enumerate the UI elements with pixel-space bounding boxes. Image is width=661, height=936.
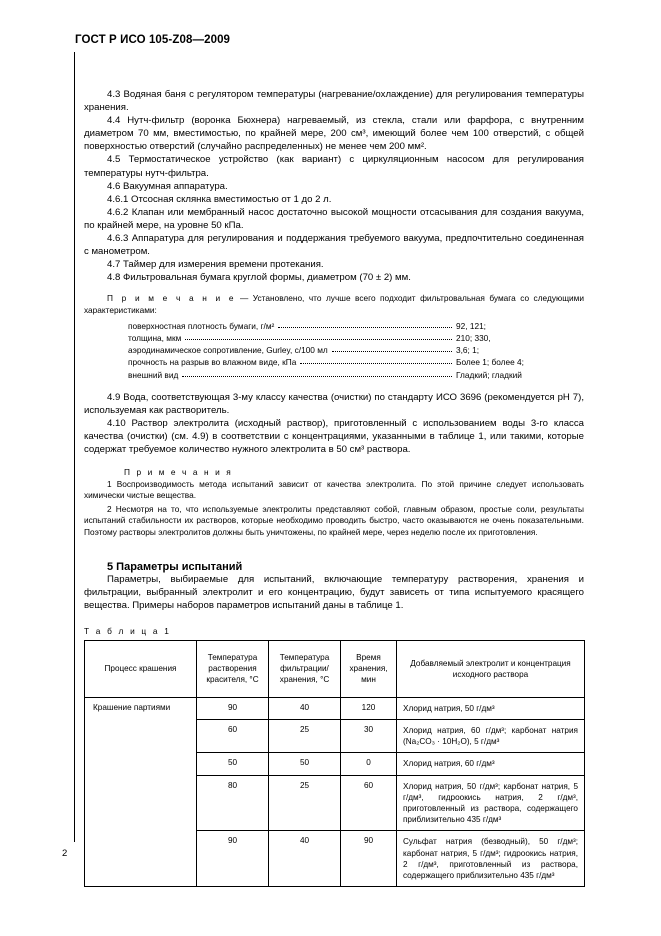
column-header-electrolyte: Добавляемый электролит и концентрация исходного раствора — [397, 640, 585, 697]
clause-4-8: 4.8 Фильтровальная бумага круглой формы, диаметром (70 ± 2) мм. — [107, 272, 411, 284]
cell-dissolve-temp: 50 — [197, 753, 269, 775]
cell-dissolve-temp: 90 — [197, 697, 269, 719]
section-5-heading: 5 Параметры испытаний — [107, 560, 243, 573]
page-number: 2 — [62, 848, 68, 859]
spec-label: внешний вид — [128, 369, 179, 380]
list-item — [84, 332, 584, 344]
table-row — [85, 697, 585, 719]
spec-value: 3,6; 1; — [456, 345, 480, 356]
cell-dissolve-temp: 60 — [197, 720, 269, 753]
note-item-1: 1 Воспроизводимость метода испытаний зависит от качества электролита. По этой причине следует использовать химически чистые вещества. — [84, 478, 584, 501]
cell-filter-temp: 25 — [269, 775, 341, 831]
note-label: П р и м е ч а н и е — [107, 293, 236, 304]
leader-dots — [300, 363, 452, 364]
cell-dissolve-temp: 90 — [197, 831, 269, 887]
cell-storage-time: 30 — [341, 720, 397, 753]
spec-label: толщина, мкм — [128, 332, 182, 343]
spec-value: Более 1; более 4; — [456, 357, 524, 368]
column-header-process: Процесс крашения — [85, 640, 197, 697]
clause-4-9: 4.9 Вода, соответствующая 3-му классу качества (очистки) по стандарту ИСО 3696 (рекомендуется рН 7), используемая как растворитель. — [84, 392, 584, 417]
cell-storage-time: 90 — [341, 831, 397, 887]
clause-4-6-1: 4.6.1 Отсосная склянка вместимостью от 1 до 2 л. — [107, 193, 332, 205]
cell-electrolyte: Хлорид натрия, 60 г/дм³; карбонат натрия (Na₂CO₃ · 10H₂O), 5 г/дм³ — [397, 720, 585, 753]
leader-dots — [185, 339, 452, 340]
cell-dissolve-temp: 80 — [197, 775, 269, 831]
note-filter-paper — [84, 293, 584, 381]
clause-4-10: 4.10 Раствор электролита (исходный раствор), приготовленный с использованием воды 3-го класса качества (очистки) (см. 4.9) в соответствии с концентрациями, указанными в таблице 1, или такими, которые содержат требуемое количество нужного электролита в 50 см³ раствора. — [84, 418, 584, 456]
column-header-dissolve-temp: Температура растворения красителя, °С — [197, 640, 269, 697]
list-item — [84, 356, 584, 368]
leader-dots — [332, 351, 452, 352]
cell-storage-time: 120 — [341, 697, 397, 719]
cell-storage-time: 0 — [341, 753, 397, 775]
document-header: ГОСТ Р ИСО 105-Z08—2009 — [75, 34, 231, 46]
list-item — [84, 320, 584, 332]
spec-value: Гладкий; гладкий — [456, 369, 522, 380]
list-item — [84, 369, 584, 381]
cell-filter-temp: 25 — [269, 720, 341, 753]
spec-label: аэродинамическое сопротивление, Gurley, с/100 мл — [128, 345, 328, 356]
clause-4-7: 4.7 Таймер для измерения времени протекания. — [107, 259, 324, 271]
clause-4-6: 4.6 Вакуумная аппаратура. — [107, 180, 228, 192]
test-parameters-table — [84, 640, 585, 887]
note-item-2: 2 Несмотря на то, что используемые электролиты представляют собой, главным образом, простые соли, результаты испытаний стабильности их растворов, которые необходимо проводить быстро, часто оказываются не очень показательными. Поэтому растворы электролитов должны быть уничтожены, по крайней мере, через неделю после их приготовления. — [84, 503, 584, 537]
cell-filter-temp: 40 — [269, 831, 341, 887]
cell-filter-temp: 40 — [269, 697, 341, 719]
clause-4-5: 4.5 Термостатическое устройство (как вариант) с циркуляционным насосом для регулирования температуры нутч-фильтра. — [84, 154, 584, 179]
clause-4-6-2: 4.6.2 Клапан или мембранный насос достаточно высокой мощности отсасывания для создания вакуума, по крайней мере, на уровне 50 кПа. — [84, 206, 584, 231]
notes-heading: П р и м е ч а н и я — [124, 466, 233, 477]
table-caption: Т а б л и ц а 1 — [84, 625, 172, 636]
cell-electrolyte: Хлорид натрия, 60 г/дм³ — [397, 753, 585, 775]
spec-value: 92, 121; — [456, 320, 486, 331]
cell-process: Крашение партиями — [85, 697, 197, 886]
cell-electrolyte: Хлорид натрия, 50 г/дм³ — [397, 697, 585, 719]
leader-dots — [182, 376, 452, 377]
page-left-rule — [74, 52, 75, 842]
column-header-filter-temp: Температура фильтрации/ хранения, °С — [269, 640, 341, 697]
spec-label: прочность на разрыв во влажном виде, кПа — [128, 357, 297, 368]
clause-4-4: 4.4 Нутч-фильтр (воронка Бюхнера) нагреваемый, из стекла, стали или фарфора, с внутренним диаметром 70 мм, вместимостью, по крайней мере, 200 см³, имеющий более чем 100 отверстий, с общей поверхностью отверстий (случайно распределенных) не менее чем 200 мм². — [84, 115, 584, 153]
list-item — [84, 344, 584, 356]
spec-value: 210; 330, — [456, 332, 491, 343]
cell-electrolyte: Сульфат натрия (безводный), 50 г/дм³; карбонат натрия, 5 г/дм³; гидроокись натрия, 2 г/дм³, приготовленный из раствора, содержащего приблизительно 435 г/дм³ — [397, 831, 585, 887]
clause-4-6-3: 4.6.3 Аппаратура для регулирования и поддержания требуемого вакуума, предпочтительно соединенная с манометром. — [84, 233, 584, 258]
cell-storage-time: 60 — [341, 775, 397, 831]
paper-spec-list — [84, 320, 584, 381]
document-body — [84, 88, 584, 887]
leader-dots — [278, 327, 452, 328]
clause-4-3: 4.3 Водяная баня с регулятором температуры (нагревание/охлаждение) для регулирования температуры хранения. — [84, 89, 584, 114]
cell-electrolyte: Хлорид натрия, 50 г/дм³; карбонат натрия, 5 г/дм³, гидроокись натрия, 2 г/дм³, приготовленный из раствора, содержащего приблизительно 435 г/дм³ — [397, 775, 585, 831]
spec-label: поверхностная плотность бумаги, г/м² — [128, 320, 275, 331]
section-5-paragraph: Параметры, выбираемые для испытаний, включающие температуру растворения, хранения и фильтрации, выбранный электролит и его концентрацию, будут зависеть от типа испытуемого красящего вещества. Примеры наборов параметров испытаний даны в таблице 1. — [84, 573, 584, 611]
note-text: — Установлено, что лучше всего подходит фильтровальная бумага со следующими характеристиками: — [84, 293, 584, 315]
table-header-row — [85, 640, 585, 697]
cell-filter-temp: 50 — [269, 753, 341, 775]
column-header-storage-time: Время хранения, мин — [341, 640, 397, 697]
